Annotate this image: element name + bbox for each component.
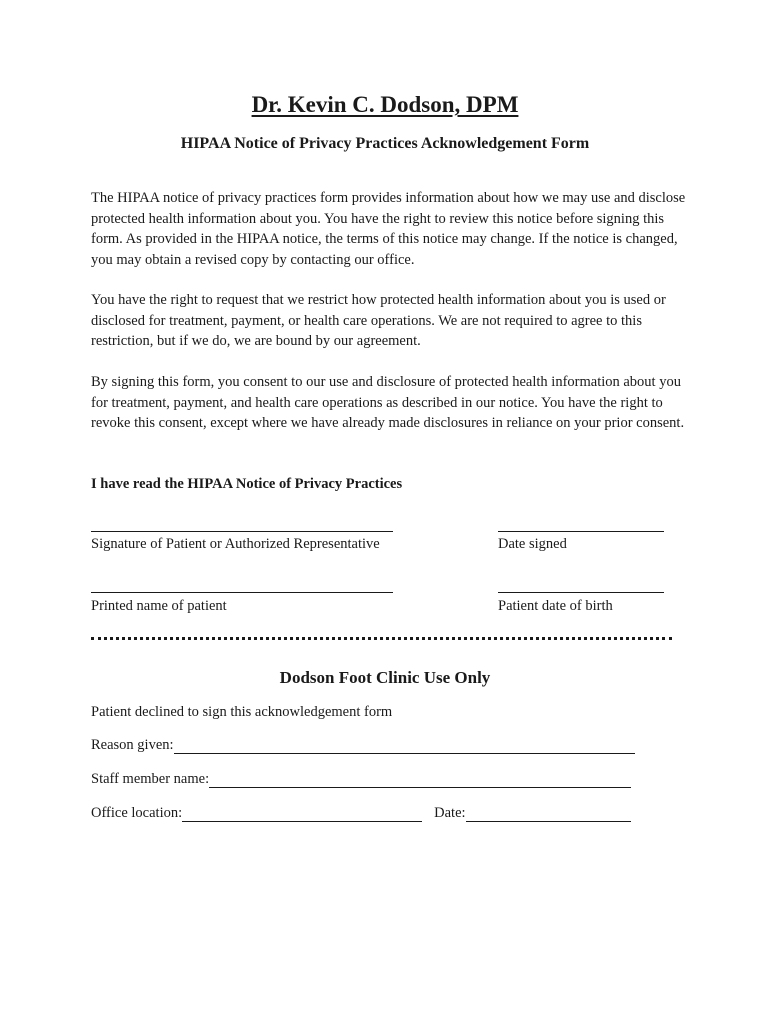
date-signed-line[interactable] (498, 531, 664, 532)
declined-statement: Patient declined to sign this acknowledgement form (91, 704, 393, 720)
dotted-separator (91, 637, 672, 640)
printed-name-line[interactable] (91, 592, 393, 593)
staff-label: Staff member name: (91, 771, 210, 787)
date-signed-label: Date signed (498, 536, 567, 552)
reason-field (91, 737, 635, 754)
office-input-line[interactable] (182, 807, 422, 822)
staff-field (91, 771, 631, 788)
form-title: HIPAA Notice of Privacy Practices Acknowledgement Form (180, 135, 590, 152)
date-label: Date: (434, 805, 466, 821)
printed-name-label: Printed name of patient (91, 598, 227, 614)
signature-line[interactable] (91, 531, 393, 532)
notice-paragraph-1: The HIPAA notice of privacy practices form provides information about how we may use and disclose protected health information about you. You have the right to review this notice before signing this form. As provided in the HIPAA notice, the terms of this notice may change. If the notice is changed, you may obtain a revised copy by contacting our office. (91, 190, 686, 268)
date-input-line[interactable] (466, 807, 631, 822)
doctor-name: Dr. Kevin C. Dodson, DPM (251, 92, 519, 117)
office-label: Office location: (91, 805, 183, 821)
signature-label: Signature of Patient or Authorized Representative (91, 536, 380, 552)
clinic-section-title: Dodson Foot Clinic Use Only (279, 668, 491, 687)
dob-label: Patient date of birth (498, 598, 613, 614)
staff-input-line[interactable] (209, 773, 631, 788)
office-date-field (91, 805, 631, 822)
reason-label: Reason given: (91, 737, 174, 753)
dob-line[interactable] (498, 592, 664, 593)
restriction-paragraph: You have the right to request that we restrict how protected health information about you is used or disclosed for treatment, payment, or health care operations. We are not required to agree to this restriction, but if we do, we are bound by our agreement. (91, 292, 666, 349)
acknowledgement-statement: I have read the HIPAA Notice of Privacy Practices (91, 476, 403, 492)
consent-paragraph: By signing this form, you consent to our use and disclosure of protected health information about you for treatment, payment, and health care operations as described in our notice. You have the right to revoke this consent, except where we have already made disclosures in reliance on your prior consent. (91, 374, 685, 431)
reason-input-line[interactable] (174, 739, 635, 754)
